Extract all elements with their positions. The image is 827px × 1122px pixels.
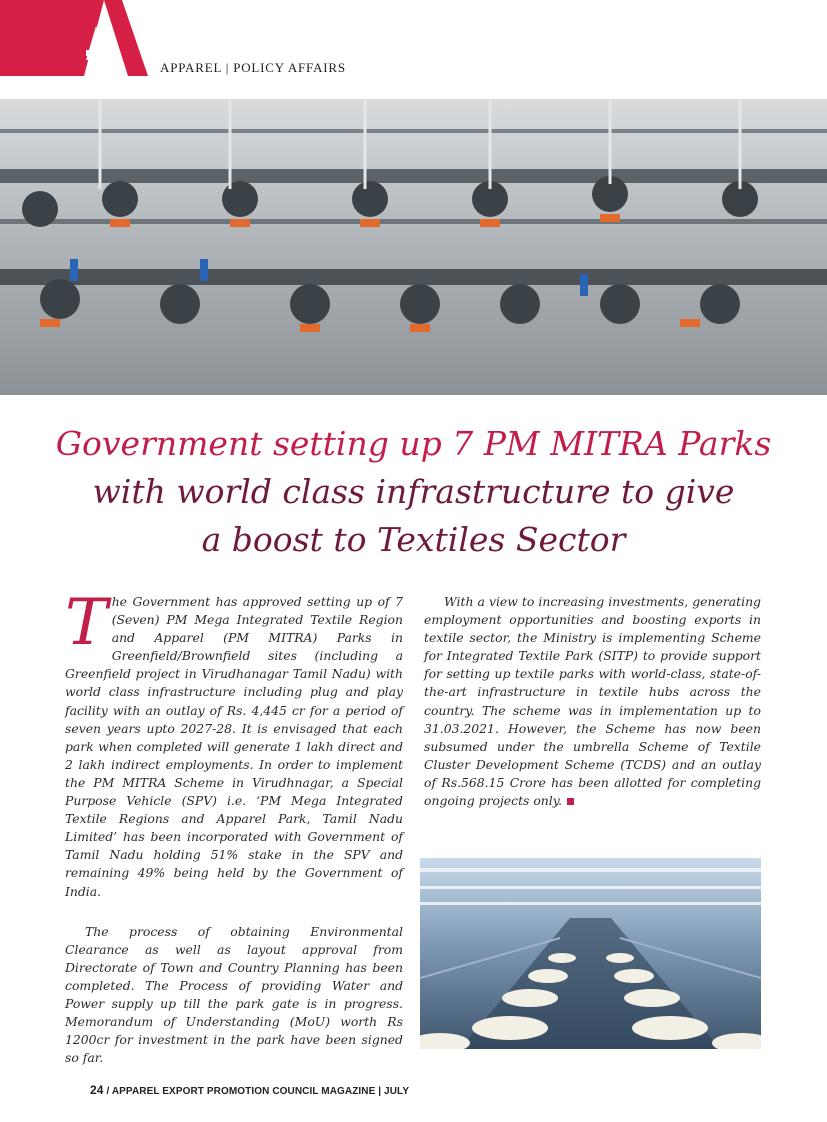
headline-line-1: Government setting up 7 PM MITRA Parks — [55, 424, 772, 463]
article-paragraph-3 — [424, 593, 761, 810]
article-column-left — [65, 586, 403, 1067]
headline-line-3: a boost to Textiles Sector — [201, 520, 626, 559]
page-footer — [90, 1083, 409, 1097]
drop-cap: T — [65, 586, 108, 660]
magazine-logo — [0, 0, 148, 76]
article-paragraph-1 — [65, 586, 403, 901]
publication-name: / APPAREL EXPORT PROMOTION COUNCIL MAGAZINE | JULY — [106, 1086, 410, 1097]
section-label: APPAREL | POLICY AFFAIRS — [160, 60, 346, 75]
paragraph-1-text: he Government has approved setting up of 7 (Seven) PM Mega Integrated Textile Region and Apparel (PM MITRA) Parks in Greenfield/Brownfield sites (including a Greenfield project in Virudhanagar Tamil Nadu) with world class infrastructure including plug and play facility with an outlay of Rs. 4,445 cr for a period of seven years upto 2027-28. It is envisaged that each park when completed will generate 1 lakh direct and 2 lakh indirect employments. In order to implement the PM MITRA Scheme in Virudhnagar, a Special Purpose Vehicle (SPV) i.e. ‘PM Mega Integrated Textile Regions and Apparel Park, Tamil Nadu Limited’ has been incorporated with Government of Tamil Nadu holding 51% stake in the SPV and remaining 49% being held by the Government of India. — [65, 594, 403, 899]
article-paragraph-2: The process of obtaining Environmental Clearance as well as layout approval from Directorate of Town and Country Planning has been completed. The Process of providing Water and Power supply up till the park gate is in progress. Memorandum of Understanding (MoU) worth Rs 1200cr for investment in the park have been signed so far. — [65, 923, 403, 1066]
hero-image-textile-machinery — [0, 99, 827, 395]
spinning-mill-photo — [420, 858, 761, 1049]
article-headline — [40, 420, 787, 564]
end-of-article-icon — [567, 798, 574, 805]
page-number: 24 — [90, 1083, 104, 1097]
headline-line-2: with world class infrastructure to give — [92, 472, 735, 511]
paragraph-3-text: With a view to increasing investments, generating employment opportunities and boosting exports in textile sector, the Ministry is implementing Scheme for Integrated Textile Park (SITP) to provide support for setting up textile parks with world-class, state-of-the-art infrastructure in textile hubs across the country. The scheme was in implementation up to 31.03.2021. However, the Scheme has now been subsumed under the umbrella Scheme of Textile Cluster Development Scheme (TCDS) and an outlay of Rs.568.15 Crore has been allotted for completing ongoing projects only. — [424, 594, 761, 809]
article-column-right — [424, 593, 761, 810]
